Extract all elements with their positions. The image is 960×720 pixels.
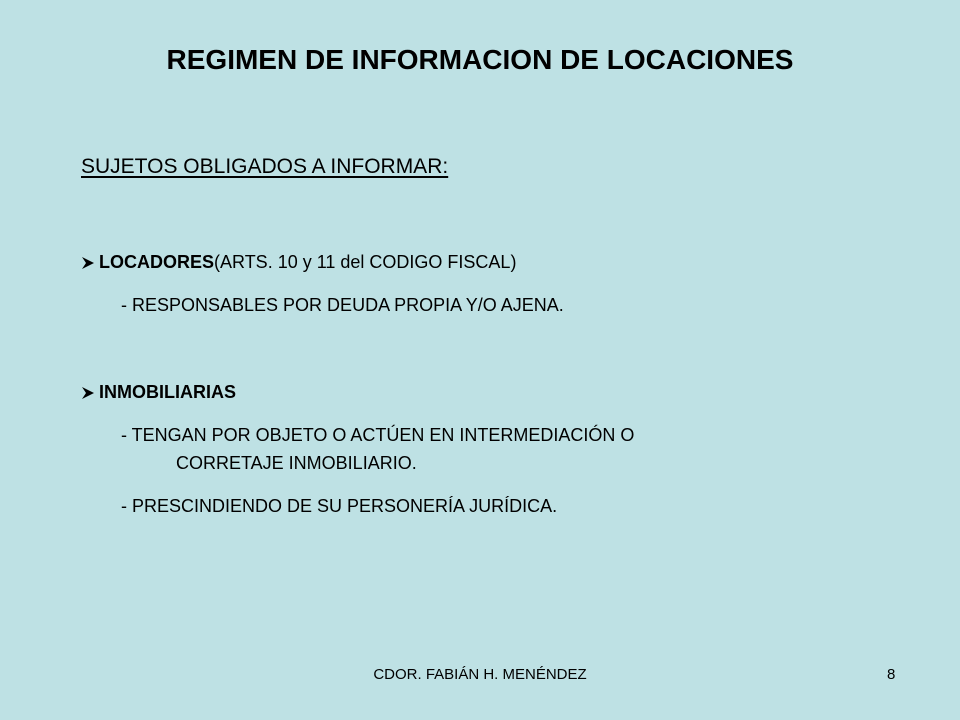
- arrow-bullet-icon: [80, 255, 96, 271]
- slide-title: REGIMEN DE INFORMACION DE LOCACIONES: [166, 44, 794, 75]
- bullet-detail: (ARTS. 10 y 11 del CODIGO FISCAL): [214, 252, 517, 272]
- footer-author: CDOR. FABIÁN H. MENÉNDEZ: [373, 666, 587, 683]
- bullet-head: LOCADORES: [99, 252, 215, 272]
- page-number: 8: [887, 666, 896, 683]
- bullet-subline: - RESPONSABLES POR DEUDA PROPIA Y/O AJENA.: [121, 295, 564, 315]
- bullet-head: INMOBILIARIAS: [99, 382, 236, 402]
- section-heading: SUJETOS OBLIGADOS A INFORMAR:: [81, 155, 449, 178]
- bullet-locadores: [80, 252, 516, 273]
- arrow-bullet-icon: [80, 385, 96, 401]
- bullet-subline: - PRESCINDIENDO DE SU PERSONERÍA JURÍDICA.: [121, 496, 558, 516]
- bullet-inmobiliarias: [80, 382, 236, 403]
- bullet-subline-continued: CORRETAJE INMOBILIARIO.: [176, 453, 417, 473]
- bullet-subline: - TENGAN POR OBJETO O ACTÚEN EN INTERMEDIACIÓN O: [121, 425, 635, 445]
